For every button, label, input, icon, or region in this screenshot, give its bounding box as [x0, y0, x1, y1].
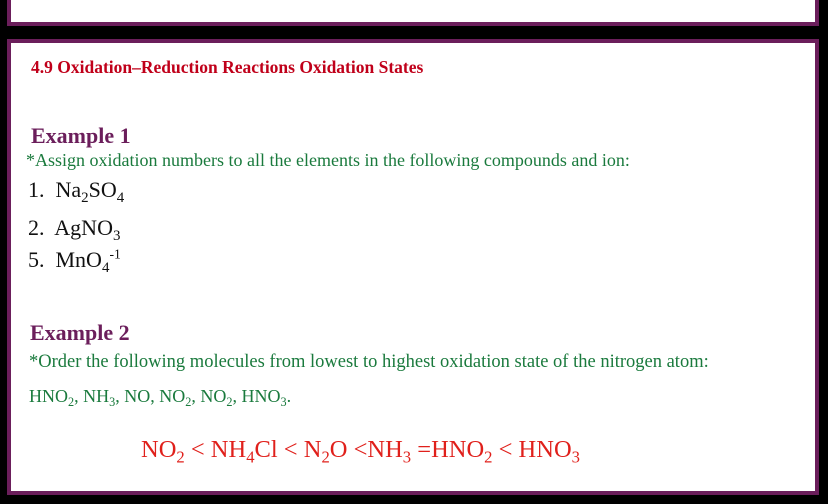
example-2-heading: Example 2 — [30, 320, 130, 345]
item-number: 2. — [28, 215, 45, 240]
slide — [7, 39, 819, 495]
formula: $Na_2SO_4$ — [55, 177, 125, 206]
formula-item — [28, 177, 125, 206]
formula-item — [28, 215, 121, 244]
previous-slide-frame — [7, 0, 819, 26]
answer-ordering: $NO_2 < NH_4Cl < N_2O <NH_3 =HNO_2 < HNO_3$ — [141, 436, 580, 467]
formula: AgNO$_3$ — [54, 215, 121, 244]
section-title: 4.9 Oxidation–Reduction Reactions Oxidation States — [31, 57, 424, 77]
formula: MnO$_4^{-1}$ — [55, 246, 121, 276]
item-number: 5. — [28, 247, 45, 272]
formula-item — [28, 246, 121, 276]
example-1-prompt: *Assign oxidation numbers to all the elements in the following compounds and ion: — [26, 150, 630, 170]
molecule-list: $HNO_2$, $NH_3$, NO, $NO_2$, $NO_2$, $HNO_3$. — [29, 386, 292, 409]
item-number: 1. — [28, 177, 45, 202]
example-2-prompt: *Order the following molecules from lowest to highest oxidation state of the nitrogen atom: — [29, 352, 709, 372]
example-1-heading: Example 1 — [31, 123, 131, 148]
